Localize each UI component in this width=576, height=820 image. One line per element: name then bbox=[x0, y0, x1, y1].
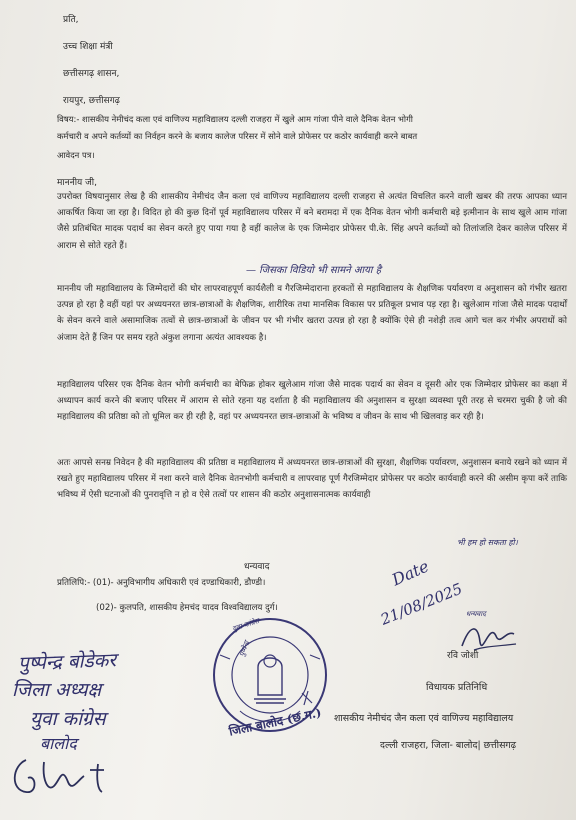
paragraph: अतः आपसे सनम्र निवेदन है की महाविद्यालय की प्रतिष्ठा व महाविद्यालय में अध्ययनरत छात्र-छात्राओं की सुरक्षा, शैक्षणिक पर्यावरण, अनुशासन बनाये रखने को ध्यान में रखते हुए महाविद्यालय परिसर में नशा करने वाले दैनिक वेतनभोगी कर्मचारी व लापरवाह पूर्ण गैरजिम्मेदार प्रोफेसर पर कठोर कार्यवाही करने की असीम कृपा करें ताकि भविष्य में ऐसी घटनाओं की पुनरावृत्ति न हो व ऐसे तत्वों पर शासन की कठोर अनुशासनात्मक कार्यवाही bbox=[57, 458, 567, 501]
recipient-prefix: प्रति, bbox=[63, 15, 79, 25]
paragraph: महाविद्यालय परिसर एक दैनिक वेतन भोगी कर्मचारी का बेफिक्र होकर खुलेआम गांजा जैसे मादक पदार्थ का सेवन व दूसरी ओर एक जिम्मेदार प्रोफेसर का कक्षा में अध्यापन कार्य करने की बजाए परिसर में आराम से सोते रहना यह दर्शाता है की महाविद्यालय की अनुशासन व सुरक्षा व्यवस्था पूरी तरह से चरमरा चुकी है जो की महाविद्यालय की प्रतिष्ठा को तो धूमिल कर ही रही है, वहां पर अध्ययनरत छात्र-छात्राओं के भविष्य व जीवन के साथ भी खिलवाड़ कर रही है। bbox=[57, 380, 567, 423]
signatory-name: रवि जोशी bbox=[447, 651, 479, 661]
paragraph: उपरोक्त विषयानुसार लेख है की शासकीय नेमीचंद जैन कला एवं वाणिज्य महाविद्यालय दल्ली राजहरा से अत्यंत विचलित करने वाली खबर की तरफ आपका ध्यान आकर्षित किया जा रहा है। विदित हो की कुछ दिनों पूर्व महाविद्यालय परिसर में बने बरामदा में एक दैनिक वेतन भोगी कर्मचारी बड़े इत्मीनान के साथ खुले आम गांजा जैसे प्रतिबंधित मादक पदार्थ का सेवन करते हुए पाया गया है वहीं कालेज के एक जिम्मेदार प्रोफेसर पी.के. सिंह अपने कर्तव्यों को तिलांजलि देकर कालेज परिसर में आराम से सोते रहते हैं। bbox=[57, 192, 567, 251]
signatory-college: शासकीय नेमीचंद जैन कला एवं वाणिज्य महाविद्यालय bbox=[334, 713, 514, 724]
signature bbox=[8, 752, 120, 800]
seal-bottom-text: जिला बालोद (छ.ग.) bbox=[227, 705, 323, 739]
handwritten-small-note: धन्यवाद bbox=[466, 610, 486, 618]
handwritten-date: 21/08/2025 bbox=[378, 579, 465, 629]
closing-thanks: धन्यवाद bbox=[244, 562, 270, 572]
salutation: माननीय जी, bbox=[57, 178, 97, 188]
copy-line: प्रतिलिपि:- (01)- अनुविभागीय अधिकारी एवं दण्डाधिकारी, डौण्डी। bbox=[57, 578, 266, 588]
handwritten-date-label: Date bbox=[389, 556, 432, 590]
paragraph: माननीय जी महाविद्यालय के जिम्मेदारों की घोर लापरवाहपूर्ण कार्यशैली व गैरजिम्मेदाराना हरकतों से महाविद्यालय के शैक्षणिक पर्यावरण व अनुशासन को गंभीर खतरा उत्पन्न हो रहा है वहीं यहां पर अध्ययनरत छात्र-छात्राओं के शैक्षणिक, शारीरिक तथा मानसिक विकास पर प्रतिकूल प्रभाव पड़ रहा है। खुलेआम गांजा जैसे मादक पदार्थों के सेवन करने वाले असामाजिक तत्वों से छात्र-छात्राओं के जीवन पर भी गंभीर खतरा उत्पन्न हो रहा है क्योंकि ऐसे ही नशेड़ी तत्व आगे चल कर गंभीर अपराधों को अंजाम देते हैं जिन पर समय रहते अंकुश लगाना अत्यंत आवश्यक है। bbox=[57, 284, 567, 343]
subject-line: कर्मचारी व अपने कर्तव्यों का निर्वहन करने के बजाय कालेज परिसर में सोने वाले प्रोफेसर पर कठोर कार्यवाही करने बाबत bbox=[57, 131, 418, 141]
handwritten-place: बालोद bbox=[40, 734, 77, 753]
seal-ring-text: युवा कांग्रेस bbox=[231, 616, 261, 634]
recipient-city: रायपुर, छत्तीसगढ़ bbox=[63, 96, 120, 106]
copy-line: (02)- कुलपति, शासकीय हेमचंद यादव विश्वविद्यालय दुर्ग। bbox=[96, 603, 278, 613]
handwritten-name: पुष्पेन्द्र बोडेकर bbox=[17, 649, 117, 675]
recipient-government: छत्तीसगढ़ शासन, bbox=[63, 69, 120, 79]
subject-line: विषय:- शासकीय नेमीचंद कला एवं वाणिज्य महाविद्यालय दल्ली राजहरा में खुले आम गांजा पीने वाले दैनिक वेतन भोगी bbox=[57, 114, 413, 124]
signatory-place: दल्ली राजहरा, जिला- बालोद| छत्तीसगढ़ bbox=[380, 740, 516, 751]
signatory-title: विधायक प्रतिनिधि bbox=[426, 682, 488, 693]
subject-line: आवेदन पत्र। bbox=[57, 150, 95, 160]
seal-inner-text: पुष्पेन्द्र bbox=[238, 639, 252, 658]
handwritten-title: युवा कांग्रेस bbox=[30, 708, 106, 730]
handwritten-title: जिला अध्यक्ष bbox=[12, 679, 102, 701]
recipient-minister: उच्च शिक्षा मंत्री bbox=[63, 42, 113, 52]
handwritten-insert: — जिसका विडियो भी सामने आया है bbox=[246, 265, 382, 276]
handwritten-insert: भी हम हो सकता हो। bbox=[457, 538, 518, 547]
